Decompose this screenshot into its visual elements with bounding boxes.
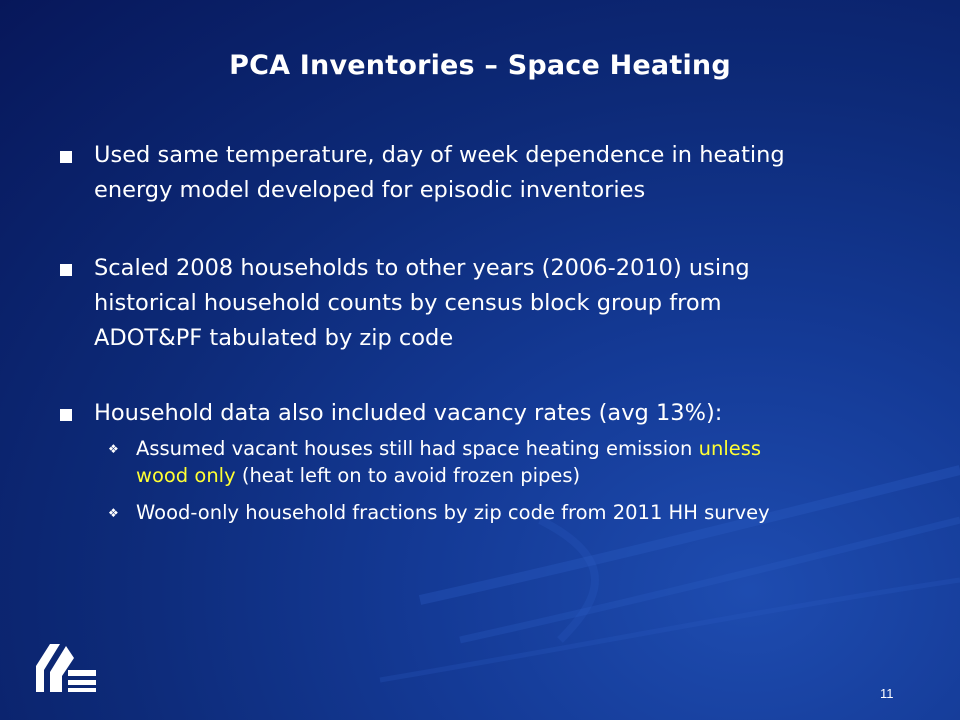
square-bullet-icon (60, 151, 72, 163)
subbullet-text: (heat left on to avoid frozen pipes) (235, 464, 581, 487)
bullet-text-line: Scaled 2008 households to other years (2006-2010) using (94, 255, 750, 281)
diamond-bullet-icon: ❖ (108, 506, 119, 520)
page-number: 11 (880, 686, 894, 701)
square-bullet-icon (60, 264, 72, 276)
slide-title: PCA Inventories – Space Heating (229, 50, 731, 81)
bullet-text-line: Used same temperature, day of week dependence in heating (94, 142, 785, 168)
organization-logo-icon (36, 636, 96, 692)
subbullet-text-line (136, 462, 890, 489)
subbullet-wood-only (60, 499, 890, 526)
subbullet-vacant-houses (60, 435, 890, 489)
subbullet-text-line (136, 435, 890, 462)
subbullet-text: Assumed vacant houses still had space heating emission (136, 437, 699, 460)
bullet-item-vacancy-rates (60, 396, 890, 431)
bullet-text-line: Household data also included vacancy rates (avg 13%): (94, 400, 723, 426)
bullet-text-line: historical household counts by census block group from (94, 290, 722, 316)
subbullet-text: Wood-only household fractions by zip code from 2011 HH survey (136, 501, 770, 524)
highlighted-text: unless (698, 437, 762, 460)
bullet-text-line: energy model developed for episodic inventories (94, 177, 646, 203)
bullet-text-line: ADOT&PF tabulated by zip code (94, 325, 454, 351)
bullet-item-heating-model (60, 138, 890, 208)
bullet-list (60, 138, 890, 526)
diamond-bullet-icon: ❖ (108, 442, 119, 456)
bullet-item-scaled-households (60, 251, 890, 356)
square-bullet-icon (60, 409, 72, 421)
highlighted-text: wood only (136, 464, 236, 487)
